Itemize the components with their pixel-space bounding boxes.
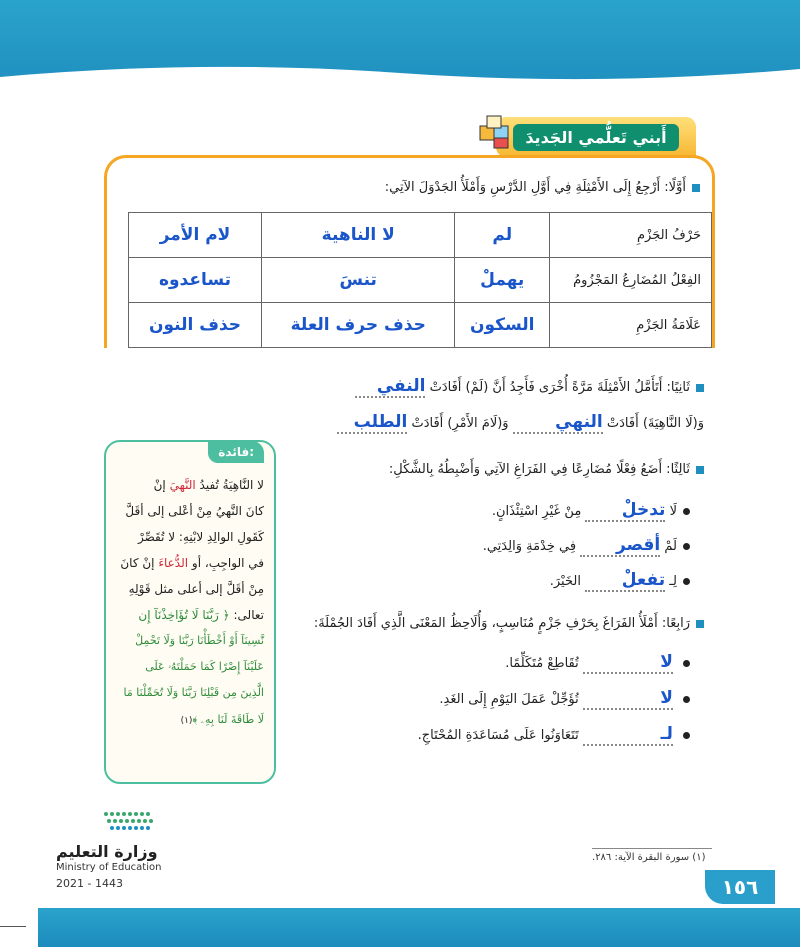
answer-blank[interactable]: الطلب xyxy=(337,412,407,434)
quran-line-last: لَا طَاقَةَ لَنَا بِهِۦ ﴾(١) xyxy=(180,713,264,726)
benefit-line: مِنْ أقَلَّ إلى أعلى مثل قَوْلِهِ xyxy=(128,582,264,596)
page-number: ١٥٦ xyxy=(705,870,775,904)
bullet-icon xyxy=(683,508,690,515)
bullet-icon xyxy=(683,696,690,703)
section-title: أَبني تَعلُّمي الجَديدَ xyxy=(513,124,678,151)
bullet-icon xyxy=(683,660,690,667)
benefit-box xyxy=(104,440,276,784)
list-item: لِـ تفعلْ الخَيْرَ. xyxy=(550,570,690,592)
row-label: الفِعْلُ المُضَارِعُ المَجْزُومُ xyxy=(550,258,712,303)
list-item: لا تُؤَجِّلْ عَمَلَ اليَوْمِ إِلَى الغَدِ. xyxy=(439,688,690,710)
table-row xyxy=(129,303,712,348)
bullet-icon xyxy=(683,732,690,739)
footnote-divider xyxy=(592,848,712,849)
benefit-line: كَقَولِ الوالِدِ لابْنِهِ: لا تُقَصِّرْ xyxy=(138,530,264,544)
table-cell[interactable]: تساعدوه xyxy=(129,258,262,303)
jazm-table xyxy=(128,212,712,348)
bullet-icon xyxy=(696,384,704,392)
bullet-icon xyxy=(696,466,704,474)
answer-blank[interactable]: النفي xyxy=(355,376,425,398)
list-item: لـ تَتَعَاوَنُوا عَلَى مُسَاعَدَةِ المُحْتَاجِ. xyxy=(418,724,690,746)
list-item: لَا تدخلْ مِنْ غَيْرِ اسْتِئْذَانٍ. xyxy=(492,500,690,522)
quran-line: نَّسِينَآ أَوْ أَخْطَأْنَا رَبَّنَا وَلَا تَحْمِلْ xyxy=(135,634,264,647)
answer-blank[interactable]: تدخلْ xyxy=(585,500,665,522)
bullet-icon xyxy=(692,184,700,192)
table-row xyxy=(129,258,712,303)
table-cell[interactable]: لام الأمر xyxy=(129,213,262,258)
section2-line1: ثَانِيًا: أَتَأَمَّلُ الأَمْثِلَةَ مَرَّةً أُخْرَى فَأَجِدُ أَنَّ (لَمْ) أَفَادَتْ النفي xyxy=(355,376,704,398)
bullet-icon xyxy=(696,620,704,628)
answer-blank[interactable]: لـ xyxy=(583,724,673,746)
section2-line2: وَ(لَا النَّاهِيَةَ) أَفَادَتْ النهي وَ(لَامَ الأَمْرِ) أَفَادَتْ الطلب xyxy=(337,412,704,434)
table-cell[interactable]: يهملْ xyxy=(455,258,550,303)
table-cell[interactable]: حذف حرف العلة xyxy=(262,303,455,348)
table-cell[interactable]: السكون xyxy=(455,303,550,348)
header-band xyxy=(0,0,800,88)
section4-instruction: رَابِعًا: أَمْلَأُ الفَرَاغَ بِحَرْفِ جَزْمٍ مُنَاسِبٍ، وَأُلَاحِظُ المَعْنَى الَّذِي أَفَادَ الجُمْلَةَ: xyxy=(314,616,704,631)
header-wave xyxy=(0,59,800,89)
section1-instruction: أَوَّلًا: أَرْجِعُ إِلَى الأَمْثِلَةِ فِي أَوَّلِ الدَّرْسِ وَأَمْلَأُ الجَدْوَلَ الآتِي: xyxy=(385,180,700,195)
cubes-icon xyxy=(474,112,522,152)
list-item: لا تُقَاطِعْ مُتَكَلِّمًا. xyxy=(505,652,690,674)
table-cell[interactable]: لم xyxy=(455,213,550,258)
bullet-icon xyxy=(683,543,690,550)
ministry-name-ar: وزارة التعليم xyxy=(56,842,158,861)
section-title-tab xyxy=(496,117,696,157)
answer-blank[interactable]: النهي xyxy=(513,412,603,434)
answer-blank[interactable]: لا xyxy=(583,652,673,674)
row-label: عَلَامَةُ الجَزْمِ xyxy=(550,303,712,348)
table-cell[interactable]: تنسَ xyxy=(262,258,455,303)
ministry-logo-icon xyxy=(100,808,160,836)
benefit-title: فائدة: xyxy=(208,441,264,463)
quran-line: الَّذِينَ مِن قَبْلِنَا رَبَّنَا وَلَا تُحَمِّلْنَا مَا xyxy=(123,686,264,699)
ministry-name-en: Ministry of Education xyxy=(56,862,162,873)
table-cell[interactable]: حذف النون xyxy=(129,303,262,348)
edition-years: 2021 - 1443 xyxy=(56,877,123,890)
answer-blank[interactable]: تفعلْ xyxy=(585,570,665,592)
quran-line: عَلَيْنَآ إِصْرًا كَمَا حَمَلْتَهُۥ عَلَى xyxy=(145,660,264,673)
table-cell[interactable]: لا الناهية xyxy=(262,213,455,258)
bullet-icon xyxy=(683,578,690,585)
benefit-line: لا النَّاهِيَةُ تُفيدُ النَّهيَ إنْ xyxy=(153,478,264,492)
list-item: لَمْ أقصر فِي خِدْمَةِ وَالِدَتِي. xyxy=(483,535,690,557)
answer-blank[interactable]: أقصر xyxy=(580,535,660,557)
benefit-line: في الواجِبِ، أو الدُّعاءَ إنْ كانَ xyxy=(120,556,264,570)
table-row xyxy=(129,213,712,258)
section3-instruction: ثَالِثًا: أَضَعُ فِعْلًا مُضَارِعًا فِي الفَرَاغِ الآتِي وَأَضْبِطُهُ بِالشَّكْلِ: xyxy=(389,462,704,477)
row-label: حَرْفُ الجَزْمِ xyxy=(550,213,712,258)
benefit-line: كانَ النَّهيُ مِنْ أعْلى إلى أقَلَّ xyxy=(125,504,264,518)
benefit-line: تعالى: ﴿ رَبَّنَا لَا تُؤَاخِذْنَآ إِن xyxy=(138,608,264,622)
footnote: (١) سورة البقرة الآية: ٢٨٦. xyxy=(592,852,706,863)
footer-band xyxy=(38,908,800,947)
answer-blank[interactable]: لا xyxy=(583,688,673,710)
